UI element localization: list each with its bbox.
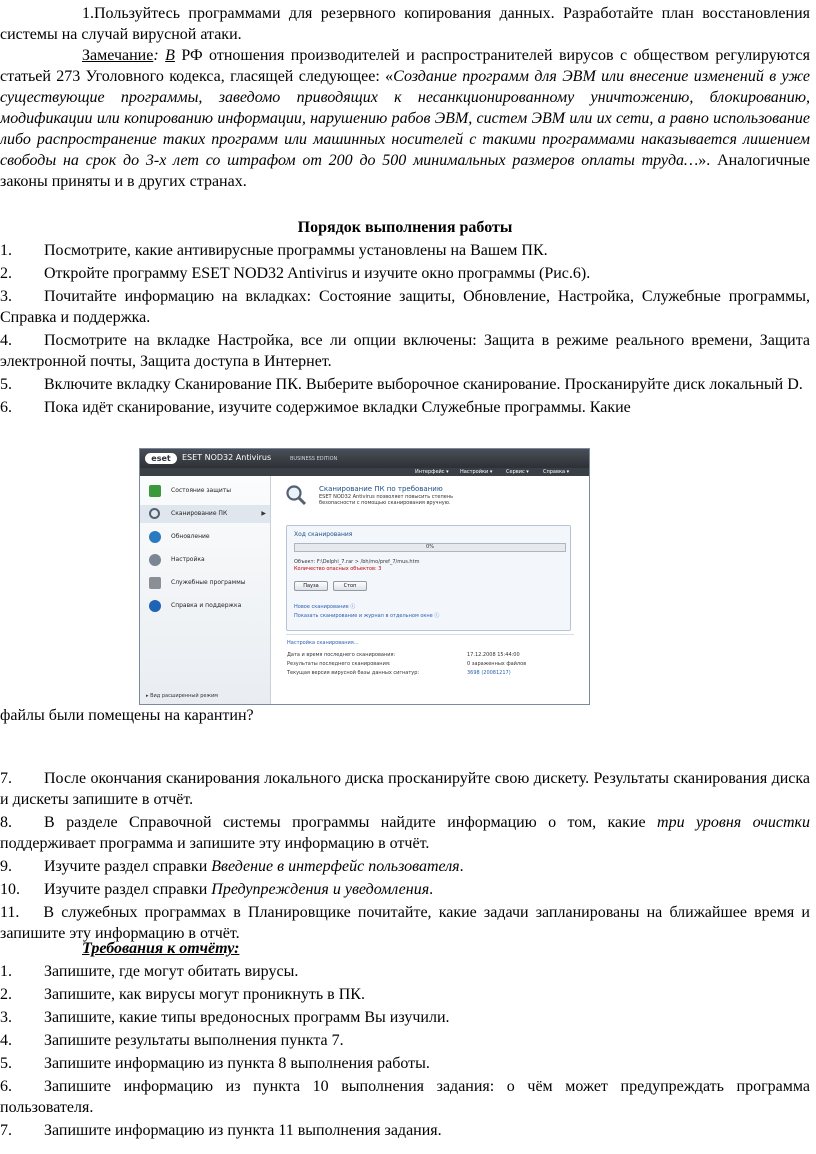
scan-settings-link[interactable]: Настройка сканирования... [287, 640, 359, 646]
tools-icon [149, 577, 161, 589]
divider [286, 634, 574, 635]
last-scan-result-value: 0 зараженных файлов [467, 661, 527, 667]
app-name: ESET NOD32 Antivirus [182, 453, 272, 462]
app-titlebar [140, 449, 589, 468]
eset-logo: eset [145, 453, 177, 464]
note-text-1: РФ отношения производителей и распространителей вирусов с обществом регулируются статьей 273 Уголовного кодекса, гласящей следующее: « [0, 47, 811, 85]
note-paragraph [0, 45, 810, 192]
menu-service[interactable]: Сервис ▾ [506, 469, 529, 475]
requirement-item: 5. Запишите информацию из пункта 8 выполнения работы. [0, 1055, 430, 1072]
app-menubar [140, 468, 589, 476]
procedure-item: 2. Откройте программу ESET NOD32 Antivirus и изучите окно программы (Рис.6). [0, 265, 591, 282]
menu-settings[interactable]: Настройки ▾ [460, 469, 493, 475]
procedure-list-continued [0, 768, 810, 946]
sidebar-item-help[interactable]: Справка и поддержка [140, 597, 270, 615]
scan-object: Объект: F:\Delphi_7.rar > /bh/mo/pref_7/mus.htm [294, 559, 420, 565]
sidebar-item-tools[interactable]: Служебные программы [140, 574, 270, 592]
chevron-right-icon: ▶ [261, 510, 266, 517]
new-scan-link[interactable]: Новое сканирование ⓘ [294, 604, 356, 610]
requirements-section [0, 938, 810, 1141]
signature-db-label: Текущая версия вирусной базы данных сигнатур: [287, 670, 420, 676]
sidebar-item-protection[interactable]: Состояние защиты [140, 482, 270, 500]
shield-check-icon [149, 485, 161, 497]
requirement-item: 2. Запишите, как вирусы могут проникнуть в ПК. [0, 986, 365, 1003]
sidebar-item-scan[interactable]: Сканирование ПК ▶ [140, 505, 270, 523]
gear-icon [149, 554, 161, 566]
note-text-2: ». Аналогичные законы приняты и в других странах. [0, 152, 811, 190]
scan-title: Сканирование ПК по требованию [319, 485, 443, 493]
requirement-item: 6. Запишите информацию из пункта 10 выполнения задания: о чём может предупреждать программа пользователя. [0, 1078, 810, 1116]
procedure-item: 3. Почитайте информацию на вкладках: Состояние защиты, Обновление, Настройка, Служебные программы, Справка и поддержка. [0, 288, 810, 326]
signature-db-value[interactable]: 3698 (20081217) [467, 670, 511, 676]
magnifier-icon [285, 484, 307, 506]
requirements-heading: Требования к отчёту: [82, 940, 240, 957]
procedure-item-6-continued [0, 705, 810, 726]
view-mode-toggle[interactable]: ▸ Вид расширенный режим [146, 693, 218, 699]
app-sidebar [140, 476, 271, 704]
note-quote: Создание программ для ЭВМ или внесение изменений в уже существующие программы, заведомо приводящих к несанкционированному уничтожению, блокированию, модификации или копированию информации, нарушению рабов ЭВМ, систем ЭВМ или их сети, а равно использование либо распространение таких программ или машинных носителей с такими программами наказывается лишением свободы на срок до 3-х лет со штрафом от 200 до 500 минимальных размеров оплаты труда… [0, 68, 811, 169]
last-scan-result-label: Результаты последнего сканирования: [287, 661, 391, 667]
scan-description: ESET NOD32 Antivirus позволяет повысить степень безопасности с помощью сканирования вручную. [319, 494, 454, 506]
globe-update-icon [149, 531, 161, 543]
procedure-item: 6. Пока идёт сканирование, изучите содержимое вкладки Служебные программы. Какие [0, 399, 631, 416]
procedure-list [0, 240, 810, 418]
sidebar-item-settings[interactable]: Настройка [140, 551, 270, 569]
last-scan-date-value: 17.12.2008 15:44:00 [467, 652, 520, 658]
requirement-item: 3. Запишите, какие типы вредоносных программ Вы изучили. [0, 1009, 450, 1026]
help-icon [149, 600, 161, 612]
procedure-heading: Порядок выполнения работы [297, 219, 513, 236]
procedure-item: 7. После окончания сканирования локального диска просканируйте свою дискету. Результаты сканирования диска и дискеты запишите в отчёт. [0, 770, 810, 808]
procedure-section [0, 217, 810, 238]
requirement-item: 4. Запишите результаты выполнения пункта 7. [0, 1032, 344, 1049]
app-edition: BUSINESS EDITION [290, 456, 338, 462]
scan-progress-title: Ход сканирования [294, 531, 353, 538]
app-content [271, 476, 589, 704]
procedure-item: 1. Посмотрите, какие антивирусные программы установлены на Вашем ПК. [0, 242, 548, 259]
item-6-continuation: файлы были помещены на карантин? [0, 707, 254, 724]
magnifier-icon [149, 508, 160, 519]
eset-screenshot [139, 448, 590, 705]
requirement-item: 7. Запишите информацию из пункта 11 выполнения задания. [0, 1122, 442, 1139]
scan-progress-panel [286, 525, 571, 631]
procedure-item: 4. Посмотрите на вкладке Настройка, все ли опции включены: Защита в режиме реального времени, Защита электронной почты, Защита доступа в Интернет. [0, 332, 810, 370]
pause-button[interactable]: Пауза [294, 581, 328, 591]
intro-item-1 [0, 3, 810, 45]
last-scan-date-label: Дата и время последнего сканирования: [287, 652, 396, 658]
sidebar-item-update[interactable]: Обновление [140, 528, 270, 546]
requirement-item: 1. Запишите, где могут обитать вирусы. [0, 963, 299, 980]
procedure-item: 9. Изучите раздел справки Введение в интерфейс пользователя. [0, 858, 464, 875]
show-scan-log-link[interactable]: Показать сканирование и журнал в отдельном окне ⓘ [294, 613, 440, 619]
intro-item-1-text: 1.Пользуйтесь программами для резервного копирования данных. Разработайте план восстановления системы на случай вирусной атаки. [0, 5, 810, 43]
threat-count: Количество опасных объектов: 3 [294, 566, 382, 572]
menu-interface[interactable]: Интерфейс ▾ [415, 469, 449, 475]
note-colon: : [153, 47, 159, 64]
scan-progress-bar: 0% [294, 543, 566, 552]
procedure-item: 8. В разделе Справочной системы программы найдите информацию о том, какие три уровня очистки поддерживает программа и запишите эту информацию в отчёт. [0, 814, 811, 852]
stop-button[interactable]: Стоп [333, 581, 367, 591]
procedure-item: 5. Включите вкладку Сканирование ПК. Выберите выборочное сканирование. Просканируйте диск локальный D. [0, 376, 803, 393]
procedure-item: 11. В служебных программах в Планировщике почитайте, какие задачи запланированы на ближайшее время и запишите эту информацию в отчёт. [0, 904, 810, 942]
note-letter: В [165, 47, 175, 64]
note-label: Замечание [82, 47, 154, 64]
menu-help[interactable]: Справка ▾ [543, 469, 570, 475]
procedure-item: 10. Изучите раздел справки Предупреждения и уведомления. [0, 881, 434, 898]
